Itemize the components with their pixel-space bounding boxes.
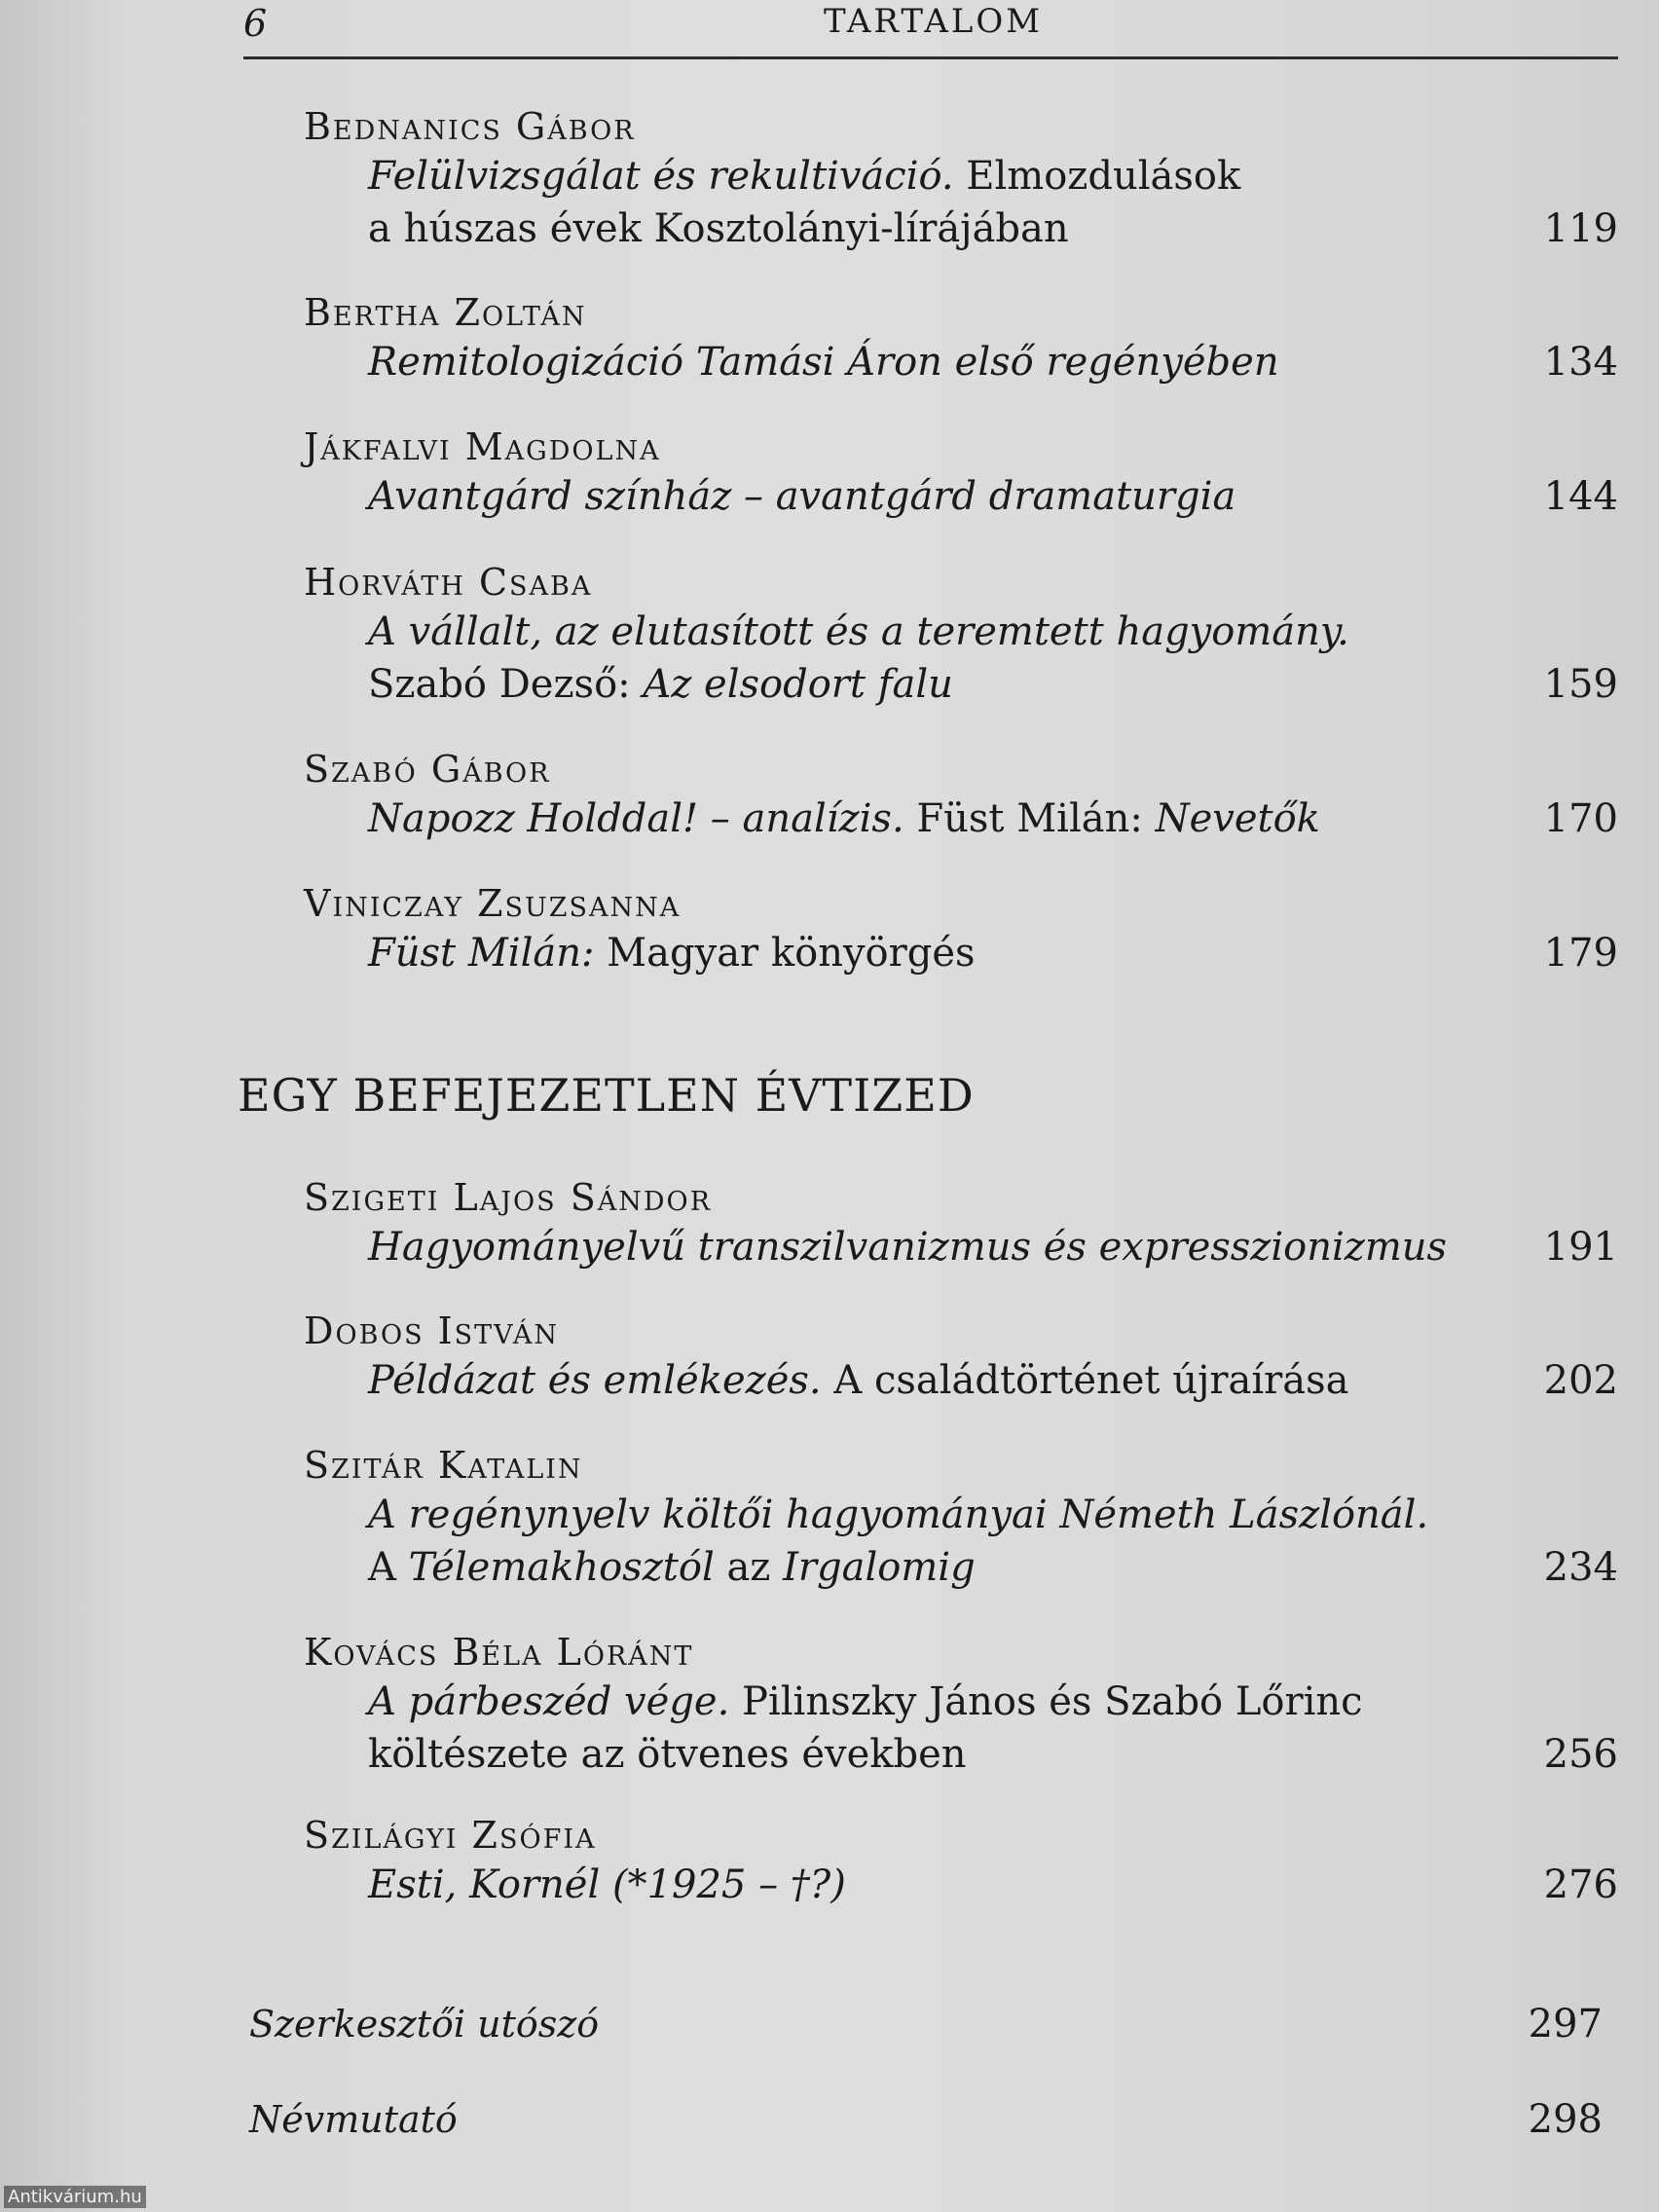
toc-entry[interactable] <box>304 424 1628 523</box>
toc-entry[interactable] <box>304 559 1628 711</box>
entry-page-number: 234 <box>1543 1545 1618 1590</box>
toc-entry[interactable] <box>304 1812 1628 1911</box>
page-number: 6 <box>243 2 268 45</box>
toc-entry-afterword[interactable] <box>249 1998 1612 2050</box>
entry-page-number: 119 <box>1543 206 1618 251</box>
entry-title: A vállalt, az elutasított és a teremtett hagyomány. Szabó Dezső: Az elsodort falu 159 <box>304 606 1628 711</box>
entry-title: Avantgárd színház – avantgárd dramaturgia 144 <box>304 470 1628 523</box>
entry-author: Szilágyi Zsófia <box>304 1814 597 1857</box>
entry-title: Névmutató <box>249 2098 458 2141</box>
entry-author: Jákfalvi Magdolna <box>304 425 661 468</box>
entry-author: Kovács Béla Lóránt <box>304 1631 694 1674</box>
entry-title: Füst Milán: Magyar könyörgés 179 <box>304 927 1628 979</box>
entry-page-number: 297 <box>1528 2002 1603 2046</box>
watermark: Antikvárium.hu <box>4 2186 146 2208</box>
entry-author: Szabó Gábor <box>304 748 551 791</box>
entry-title: Példázat és emlékezés. A családtörténet újraírása 202 <box>304 1354 1628 1407</box>
entry-author: Bednanics Gábor <box>304 105 636 148</box>
entry-author: Dobos István <box>304 1309 559 1352</box>
entry-author: Szitár Katalin <box>304 1444 583 1487</box>
entry-title: A párbeszéd vége. Pilinszky János és Szabó Lőrinc költészete az ötvenes években 256 <box>304 1676 1628 1781</box>
section-heading: EGY BEFEJEZETLEN ÉVTIZED <box>238 1069 975 1122</box>
toc-entry-index[interactable] <box>249 2093 1612 2146</box>
entry-title: Hagyományelvű transzilvanizmus és expresszionizmus 191 <box>304 1221 1628 1273</box>
entry-page-number: 144 <box>1543 474 1618 519</box>
entry-title: Napozz Holddal! – analízis. Füst Milán: Nevetők 170 <box>304 793 1628 845</box>
toc-entry[interactable] <box>304 1174 1628 1273</box>
entry-author: Bertha Zoltán <box>304 291 587 334</box>
entry-title: Szerkesztői utószó <box>249 2003 600 2046</box>
entry-title: A regénynyelv költői hagyományai Németh Lászlónál. A Télemakhosztól az Irgalomig 234 <box>304 1489 1628 1594</box>
entry-page-number: 134 <box>1543 340 1618 385</box>
entry-page-number: 202 <box>1543 1358 1618 1403</box>
entry-title: Remitologizáció Tamási Áron első regényében 134 <box>304 336 1628 388</box>
toc-entry[interactable] <box>304 1308 1628 1407</box>
toc-entry[interactable] <box>304 746 1628 845</box>
entry-page-number: 191 <box>1543 1225 1618 1270</box>
entry-page-number: 276 <box>1543 1862 1618 1907</box>
entry-page-number: 298 <box>1528 2097 1603 2142</box>
toc-entry[interactable] <box>304 1442 1628 1594</box>
entry-title: Esti, Kornél (*1925 – †?) 276 <box>304 1859 1628 1911</box>
entry-page-number: 179 <box>1543 931 1618 976</box>
entry-page-number: 159 <box>1543 662 1618 707</box>
toc-entry[interactable] <box>304 103 1628 255</box>
entry-page-number: 170 <box>1543 796 1618 841</box>
toc-entry[interactable] <box>304 289 1628 388</box>
entry-title: Felülvizsgálat és rekultiváció. Elmozdulások a húszas évek Kosztolányi-lírájában 119 <box>304 150 1628 255</box>
entry-page-number: 256 <box>1543 1732 1618 1777</box>
entry-author: Szigeti Lajos Sándor <box>304 1176 713 1219</box>
toc-entry[interactable] <box>304 880 1628 979</box>
entry-author: Horváth Csaba <box>304 561 593 604</box>
running-head: TARTALOM <box>824 2 1044 41</box>
entry-author: Viniczay Zsuzsanna <box>304 882 682 925</box>
toc-entry[interactable] <box>304 1629 1628 1781</box>
